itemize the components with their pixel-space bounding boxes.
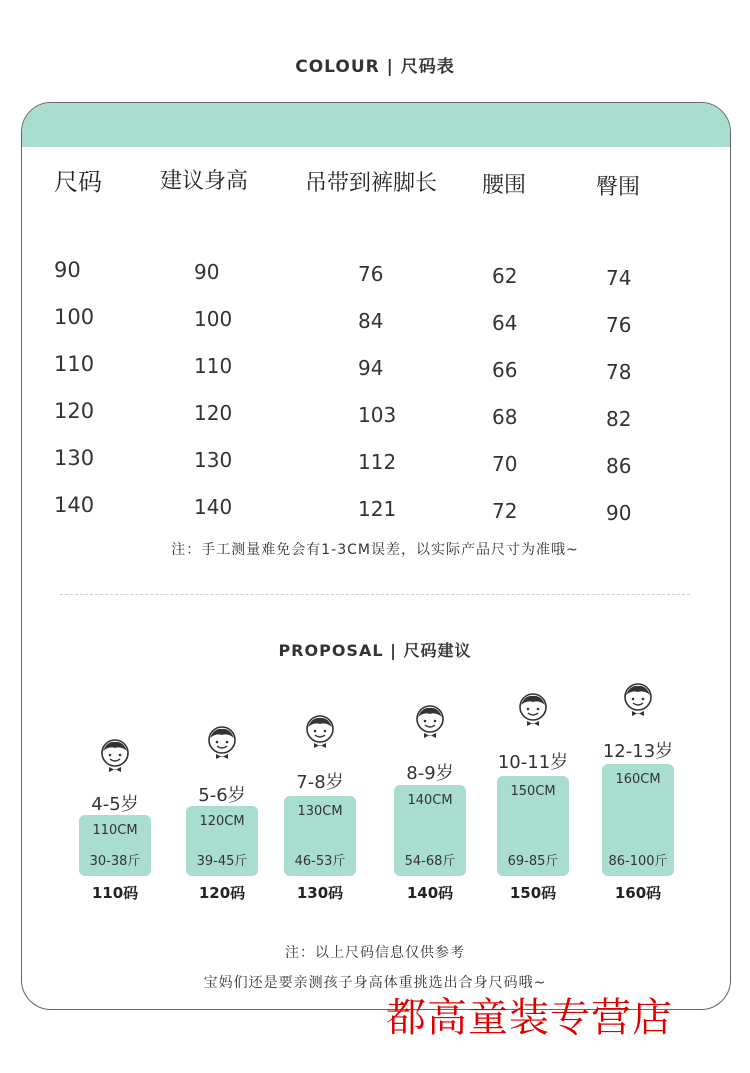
recommended-weight: 86-100斤 xyxy=(608,854,668,869)
table-cell: 72 xyxy=(492,499,518,523)
table-cell: 64 xyxy=(492,311,518,335)
table-cell: 78 xyxy=(606,360,632,384)
table-cell: 76 xyxy=(358,262,384,286)
proposal-title: PROPOSAL | 尺码建议 xyxy=(278,641,472,660)
table-cell: 100 xyxy=(194,307,233,331)
table-cell: 120 xyxy=(54,399,95,423)
table-cell: 70 xyxy=(492,452,518,476)
shop-watermark: 都高童装专营店 xyxy=(386,995,673,1041)
table-cell: 110 xyxy=(194,354,233,378)
size-code: 160码 xyxy=(614,884,662,902)
table-cell: 84 xyxy=(358,309,384,333)
proposal-note-line2: 宝妈们还是要亲测孩子身高体重挑选出合身尺码哦~ xyxy=(203,975,547,991)
table-cell: 120 xyxy=(194,401,233,425)
table-cell: 76 xyxy=(606,313,632,337)
recommended-height: 160CM xyxy=(615,772,661,787)
col-header-height: 建议身高 xyxy=(160,169,249,194)
recommended-weight: 39-45斤 xyxy=(196,854,248,869)
card-header-band xyxy=(22,103,730,147)
recommended-height: 110CM xyxy=(92,823,138,838)
proposal-note-line1: 注：以上尺码信息仅供参考 xyxy=(285,945,465,961)
table-cell: 82 xyxy=(606,407,632,431)
table-cell: 130 xyxy=(194,448,233,472)
table-cell: 94 xyxy=(358,356,384,380)
age-label: 4-5岁 xyxy=(91,794,139,815)
table-cell: 110 xyxy=(54,352,95,376)
age-label: 10-11岁 xyxy=(497,752,569,773)
age-label: 5-6岁 xyxy=(198,785,246,806)
size-code: 130码 xyxy=(296,884,344,902)
recommended-weight: 30-38斤 xyxy=(89,854,141,869)
table-cell: 90 xyxy=(606,501,632,525)
recommended-height: 120CM xyxy=(199,814,245,829)
divider xyxy=(60,594,690,595)
table-cell: 103 xyxy=(358,403,397,427)
child-face-icon xyxy=(414,703,446,745)
size-code: 120码 xyxy=(198,884,246,902)
table-cell: 100 xyxy=(54,305,95,329)
table-cell: 112 xyxy=(358,450,397,474)
age-label: 7-8岁 xyxy=(296,772,344,793)
size-code: 150码 xyxy=(509,884,557,902)
page-title: COLOUR | 尺码表 xyxy=(295,57,455,77)
col-header-size: 尺码 xyxy=(54,168,102,196)
size-code: 140码 xyxy=(406,884,454,902)
child-face-icon xyxy=(304,713,336,755)
size-code: 110码 xyxy=(91,884,139,902)
table-cell: 90 xyxy=(54,258,81,282)
col-header-hip: 臀围 xyxy=(596,175,641,200)
age-label: 12-13岁 xyxy=(602,741,674,762)
table-cell: 90 xyxy=(194,260,220,284)
recommended-weight: 69-85斤 xyxy=(507,854,559,869)
table-cell: 130 xyxy=(54,446,95,470)
recommended-weight: 46-53斤 xyxy=(294,854,346,869)
col-header-waist: 腰围 xyxy=(482,173,527,198)
recommended-height: 150CM xyxy=(510,784,556,799)
child-face-icon xyxy=(99,737,131,779)
recommended-height: 140CM xyxy=(407,793,453,808)
table-cell: 86 xyxy=(606,454,632,478)
table-cell: 66 xyxy=(492,358,518,382)
table-cell: 140 xyxy=(194,495,233,519)
child-face-icon xyxy=(517,691,549,733)
table-cell: 140 xyxy=(54,493,95,517)
recommended-height: 130CM xyxy=(297,804,343,819)
col-header-length: 吊带到裤脚长 xyxy=(305,171,438,196)
table-cell: 68 xyxy=(492,405,518,429)
table-cell: 62 xyxy=(492,264,518,288)
age-label: 8-9岁 xyxy=(406,763,454,784)
recommended-weight: 54-68斤 xyxy=(404,854,456,869)
table-cell: 121 xyxy=(358,497,397,521)
child-face-icon xyxy=(206,724,238,766)
child-face-icon xyxy=(622,681,654,723)
table-cell: 74 xyxy=(606,266,632,290)
measurement-note: 注：手工测量难免会有1-3CM误差，以实际产品尺寸为准哦~ xyxy=(171,542,579,558)
